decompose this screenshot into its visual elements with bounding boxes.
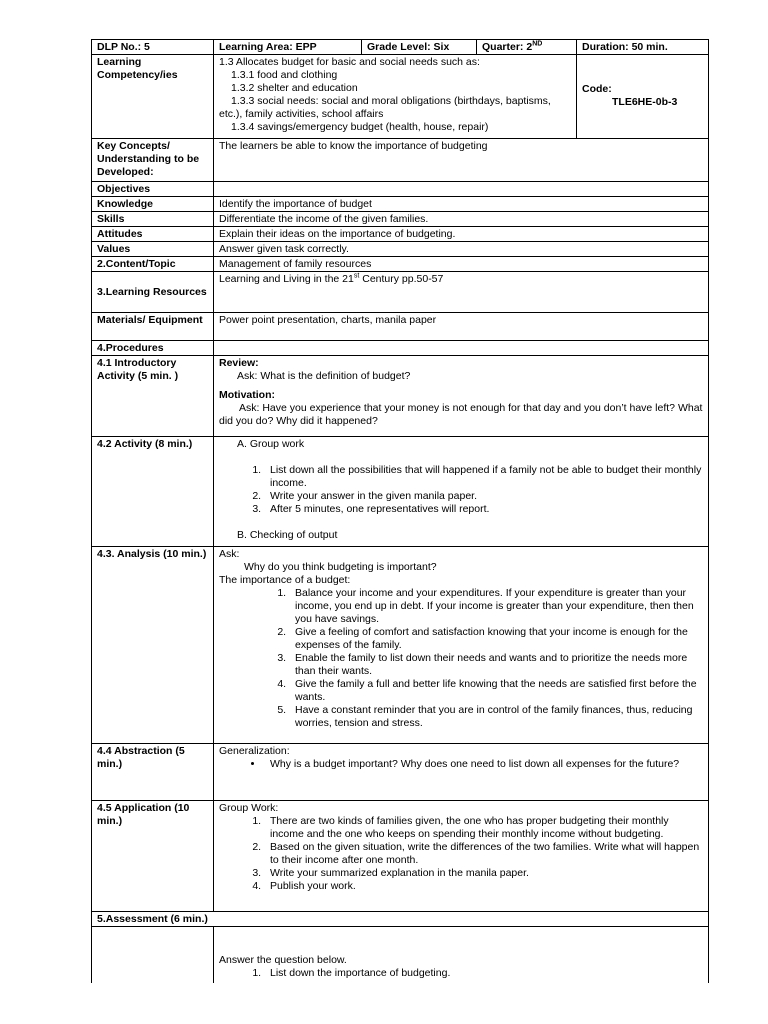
list-item: 2. Give a feeling of comfort and satisfaction knowing that your income is enough for the expenses of the family. bbox=[289, 626, 704, 652]
competency-line: etc.), family activities, school affairs bbox=[219, 108, 384, 120]
motivation-title: Motivation: bbox=[219, 389, 275, 401]
code-label: Code: bbox=[582, 83, 612, 95]
knowledge-label: Knowledge bbox=[92, 197, 214, 212]
objectives-row bbox=[92, 182, 709, 197]
quarter-sup: ND bbox=[532, 40, 543, 48]
procedures-label: 4.Procedures bbox=[92, 341, 214, 356]
procedures-row bbox=[92, 341, 709, 356]
header-row bbox=[92, 40, 709, 55]
values-label: Values bbox=[92, 242, 214, 257]
intro-label: 4.1 Introductory Activity (5 min. ) bbox=[92, 356, 214, 437]
dlp-number: DLP No.: 5 bbox=[92, 40, 214, 55]
resources-label: 3.Learning Resources bbox=[92, 272, 214, 313]
application-content bbox=[214, 801, 709, 912]
spacer bbox=[219, 928, 704, 954]
procedures-empty bbox=[214, 341, 709, 356]
list-item: 2. Write your answer in the given manila paper. bbox=[264, 490, 704, 503]
importance-title: The importance of a budget: bbox=[219, 574, 351, 586]
materials-row bbox=[92, 313, 709, 341]
resources-prefix: Learning and Living in the 21 bbox=[219, 273, 354, 285]
code-cell bbox=[577, 55, 709, 139]
quarter-text: Quarter: 2 bbox=[482, 41, 533, 53]
review-text: Ask: What is the definition of budget? bbox=[237, 370, 411, 382]
learning-area: Learning Area: EPP bbox=[214, 40, 362, 55]
list-item: 1. Balance your income and your expenditures. If your expenditure is greater than your income, you end up in debt. If your income is greater than your expenditure, then then you have savings. bbox=[289, 587, 704, 626]
checking-output: B. Checking of output bbox=[237, 529, 338, 541]
content-label: 2.Content/Topic bbox=[92, 257, 214, 272]
competency-line: 1.3.2 shelter and education bbox=[231, 82, 358, 94]
analysis-ask: Ask: bbox=[219, 548, 240, 560]
values-row bbox=[92, 242, 709, 257]
abstraction-label: 4.4 Abstraction (5 min.) bbox=[92, 744, 214, 801]
list-item: 5. Have a constant reminder that you are in control of the family finances, thus, reducing worries, tension and stress. bbox=[289, 704, 704, 730]
skills-label: Skills bbox=[92, 212, 214, 227]
key-concepts-text: The learners be able to know the importance of budgeting bbox=[214, 139, 709, 182]
attitudes-text: Explain their ideas on the importance of budgeting. bbox=[214, 227, 709, 242]
materials-label: Materials/ Equipment bbox=[92, 313, 214, 341]
key-concepts-label: Key Concepts/ Understanding to be Developed: bbox=[92, 139, 214, 182]
generalization-list bbox=[219, 758, 704, 771]
list-item: 4. Publish your work. bbox=[264, 880, 704, 893]
motivation-text: Ask: Have you experience that your money is not enough for that day and you don’t have left? What did you do? Why did it happened? bbox=[219, 402, 703, 427]
analysis-label: 4.3. Analysis (10 min.) bbox=[92, 547, 214, 744]
group-work-heading: A. Group work bbox=[237, 438, 305, 450]
competency-label: Learning Competency/ies bbox=[92, 55, 214, 139]
list-item: 4. Give the family a full and better life knowing that the needs are satisfied first before the wants. bbox=[289, 678, 704, 704]
attitudes-label: Attitudes bbox=[92, 227, 214, 242]
key-concepts-row bbox=[92, 139, 709, 182]
importance-list bbox=[219, 587, 704, 730]
quarter bbox=[477, 40, 577, 55]
attitudes-row bbox=[92, 227, 709, 242]
competency-line: 1.3.4 savings/emergency budget (health, house, repair) bbox=[231, 121, 489, 133]
list-item: 3. After 5 minutes, one representatives will report. bbox=[264, 503, 704, 516]
list-item: • Why is a budget important? Why does one need to list down all expenses for the future? bbox=[264, 758, 704, 771]
resources-row bbox=[92, 272, 709, 313]
assessment-text: Answer the question below. bbox=[219, 954, 347, 966]
activity-list bbox=[219, 464, 704, 516]
application-list bbox=[219, 815, 704, 893]
spacer bbox=[219, 516, 704, 529]
assessment-list bbox=[219, 967, 704, 980]
application-title: Group Work: bbox=[219, 802, 279, 814]
lesson-plan-table bbox=[91, 39, 709, 983]
competency-line: 1.3.3 social needs: social and moral obligations (birthdays, baptisms, bbox=[231, 95, 551, 107]
list-item: 3. Enable the family to list down their needs and wants and to prioritize the needs more than their wants. bbox=[289, 652, 704, 678]
activity-content bbox=[214, 437, 709, 547]
list-item: 1. List down the importance of budgeting. bbox=[264, 967, 704, 980]
activity-row bbox=[92, 437, 709, 547]
competency-line: 1.3.1 food and clothing bbox=[231, 69, 338, 81]
objectives-empty bbox=[214, 182, 709, 197]
materials-text: Power point presentation, charts, manila paper bbox=[214, 313, 709, 341]
objectives-label: Objectives bbox=[92, 182, 214, 197]
values-text: Answer given task correctly. bbox=[214, 242, 709, 257]
competency-line: 1.3 Allocates budget for basic and social needs such as: bbox=[219, 56, 480, 68]
list-item: 1. List down all the possibilities that will happened if a family not be able to budget their monthly income. bbox=[264, 464, 704, 490]
content-row bbox=[92, 257, 709, 272]
analysis-question: Why do you think budgeting is important? bbox=[244, 561, 437, 573]
generalization-title: Generalization: bbox=[219, 745, 290, 757]
assessment-content-row bbox=[92, 927, 709, 983]
intro-row bbox=[92, 356, 709, 437]
resources-suffix: Century pp.50-57 bbox=[359, 273, 444, 285]
analysis-content bbox=[214, 547, 709, 744]
resources-sup: st bbox=[353, 272, 360, 280]
grade-level: Grade Level: Six bbox=[362, 40, 477, 55]
intro-content bbox=[214, 356, 709, 437]
knowledge-row bbox=[92, 197, 709, 212]
list-item: 3. Write your summarized explanation in the manila paper. bbox=[264, 867, 704, 880]
content-text: Management of family resources bbox=[214, 257, 709, 272]
duration: Duration: 50 min. bbox=[577, 40, 709, 55]
assessment-left bbox=[92, 927, 214, 983]
assessment-row bbox=[92, 912, 709, 927]
application-row bbox=[92, 801, 709, 912]
abstraction-row bbox=[92, 744, 709, 801]
skills-row bbox=[92, 212, 709, 227]
assessment-label: 5.Assessment (6 min.) bbox=[92, 912, 709, 927]
activity-label: 4.2 Activity (8 min.) bbox=[92, 437, 214, 547]
spacer bbox=[219, 451, 704, 464]
list-item: 1. There are two kinds of families given, the one who has proper budgeting their monthly income and the one who keeps on spending their monthly income without budgeting. bbox=[264, 815, 704, 841]
resources-text bbox=[214, 272, 709, 313]
list-item: 2. Based on the given situation, write the differences of the two families. Write what will happen to their income after one month. bbox=[264, 841, 704, 867]
assessment-content bbox=[214, 927, 709, 983]
abstraction-content bbox=[214, 744, 709, 801]
knowledge-text: Identify the importance of budget bbox=[214, 197, 709, 212]
competency-text bbox=[214, 55, 577, 139]
application-label: 4.5 Application (10 min.) bbox=[92, 801, 214, 912]
competency-row bbox=[92, 55, 709, 139]
review-title: Review: bbox=[219, 357, 259, 369]
code-value: TLE6HE-0b-3 bbox=[612, 96, 678, 108]
analysis-row bbox=[92, 547, 709, 744]
skills-text: Differentiate the income of the given families. bbox=[214, 212, 709, 227]
